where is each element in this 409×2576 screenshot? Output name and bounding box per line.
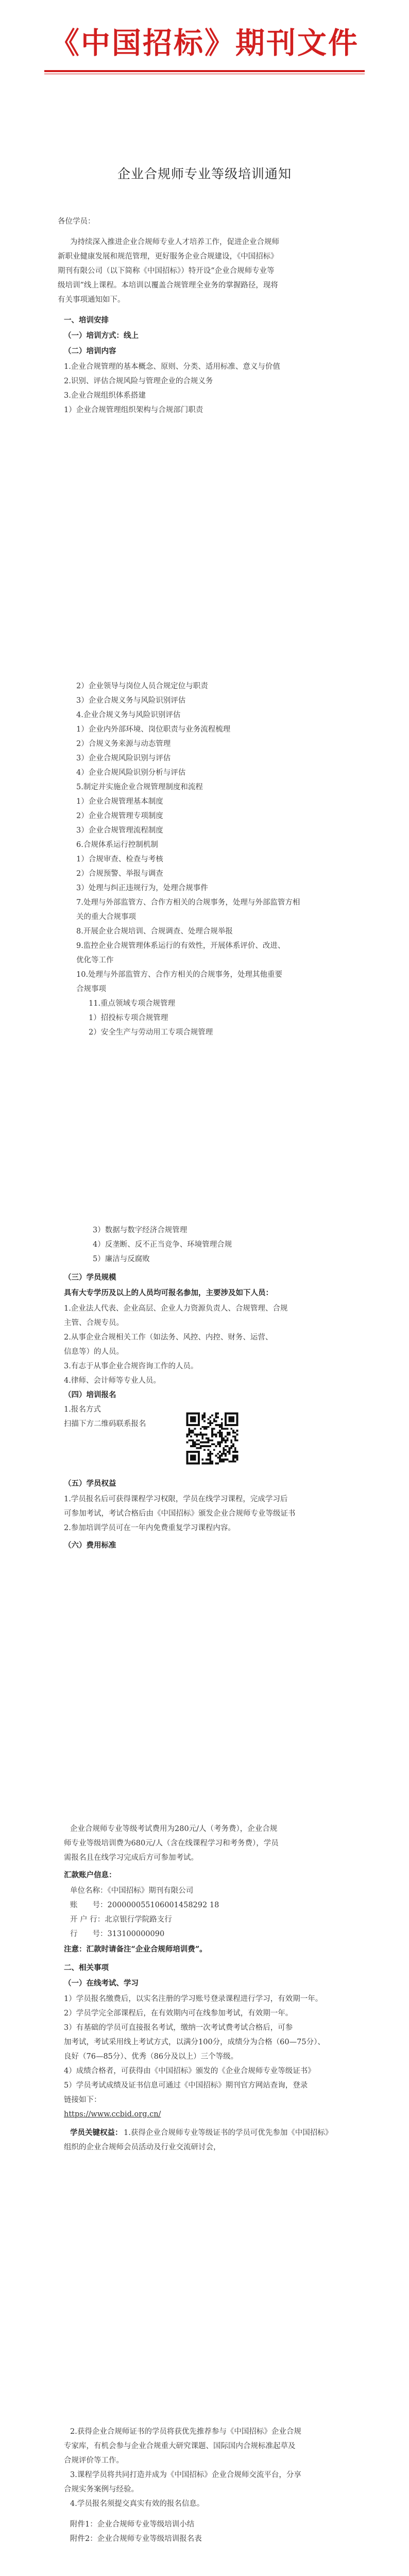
journal-header-title: 《中国招标》期刊文件 (50, 26, 359, 60)
content-item: 合规事项 (76, 985, 106, 993)
content-item: 1.企业合规管理的基本概念、原则、分类、适用标准、意义与价值 (64, 363, 280, 371)
salutation: 各位学员： (58, 217, 95, 226)
subsection-heading: （六）费用标准 (64, 1541, 116, 1550)
content-item: 3）企业合规义务与风险识别评估 (76, 697, 186, 705)
content-item: 5）廉洁与反腐败 (93, 1255, 150, 1263)
content-item: 2）合规预警、举报与调查 (76, 870, 163, 878)
content-item: 关的重大合规事项 (76, 913, 136, 921)
content-item: 8.开展企业合规培训、合规调查、处理合规举报 (76, 927, 233, 936)
signup-line: 扫描下方二维码联系报名 (64, 1420, 146, 1428)
extra-line: 4.学员报名须提交真实有效的报名信息。 (70, 2500, 204, 2508)
exam-line: 1）学员报名缴费后，以实名注册的学习账号登录课程进行学习，有效期一年。 (64, 1995, 323, 2003)
content-item: 2）企业合规管理专项制度 (76, 812, 163, 820)
remittance-note: 注意：汇款时请备注“企业合规师培训费”。 (64, 1945, 207, 1954)
section-heading: 一、培训安排 (64, 316, 109, 325)
exam-line: 4）成绩合格者，可获得由《中国招标》颁发的《企业合规师专业等级证书》 (64, 2067, 315, 2075)
content-item: 4）反垄断、反不正当竞争、环境管理合规 (93, 1241, 232, 1249)
privilege-label: 学员关键权益： (70, 2128, 123, 2137)
exam-line: 2）学员学完全部课程后，在有效期内可在线参加考试，有效期一年。 (64, 2009, 293, 2018)
intro-line: 期刊有限公司（以下简称《中国招标》）特开设“企业合规师专业等 (58, 267, 275, 275)
exam-line: 5）学员考试成绩及证书信息可通过《中国招标》期刊官方网站查询，登录 (64, 2081, 308, 2090)
subsection-heading: （一）在线考试、学习 (64, 1979, 139, 1988)
header-divider-thick (44, 70, 365, 72)
scale-line: 4.律师、会计师等专业人员。 (64, 1377, 161, 1385)
content-item: 10.处理与外部监管方、合作方相关的合规事务，处理其他重要 (76, 971, 283, 979)
notice-title: 企业合规师专业等级培训通知 (117, 166, 292, 181)
extra-line: 3.课程学员将共同打造并成为《中国招标》企业合规师交流平台，分享 (70, 2471, 301, 2479)
content-item: 1）企业合规管理组织架构与合规部门职责 (64, 406, 203, 414)
intro-line: 新职业健康发展和规范管理，更好服务企业合规建设，《中国招标》 (58, 252, 278, 261)
subsection-heading: （三）学员规模 (64, 1273, 116, 1282)
content-item: 1）企业合规管理基本制度 (76, 798, 163, 806)
fee-line: 师专业等级培训费为680元/人（含在线课程学习和考务费），学员 (64, 1839, 279, 1848)
subsection-heading: （一）培训方式：线上 (64, 331, 139, 340)
content-item: 3）企业合规风险识别与评估 (76, 754, 171, 762)
section-heading: 二、相关事项 (64, 1963, 109, 1972)
content-item: 7.处理与外部监管方、合作方相关的合规事务，处理与外部监管方相 (76, 899, 300, 907)
extra-line: 合规实务案例与经验。 (64, 2485, 139, 2494)
content-item: 1）企业内外部环境、岗位职责与业务流程梳理 (76, 725, 231, 734)
content-item: 3）处理与纠正违规行为，处理合规事件 (76, 884, 208, 892)
account-line: 账 号：200000055106001458292 18 (70, 1901, 219, 1909)
exam-line: 链接如下： (64, 2096, 101, 2104)
content-item: 3）数据与数字经济合规管理 (93, 1226, 188, 1234)
content-item: 2.识别、评估合规风险与管理企业的合规义务 (64, 377, 213, 385)
signup-line: 1.报名方式 (64, 1405, 101, 1414)
scale-line: 具有大专学历及以上的人员均可报名参加，主要涉及如下人员： (64, 1289, 273, 1297)
account-heading: 汇款账户信息： (64, 1871, 116, 1879)
fee-line: 企业合规师专业等级考试费用为280元/人（考务费），企业合规 (70, 1825, 278, 1833)
account-line: 开 户 行：北京银行学院路支行 (70, 1916, 172, 1924)
content-item: 2）合规义务来源与动态管理 (76, 740, 171, 748)
content-item: 5.制定并实施企业合规管理制度和流程 (76, 783, 203, 791)
content-item: 11.重点领域专项合规管理 (89, 999, 176, 1008)
privilege-line: 组织的企业合规师会员活动及行业交流研讨会， (64, 2143, 221, 2151)
rights-line: 1.学员报名后可获得课程学习权限，学员在线学习课程，完成学习后 (64, 1495, 288, 1503)
signup-qr-code[interactable] (184, 1411, 240, 1466)
content-item: 4）企业合规风险识别分析与评估 (76, 769, 186, 777)
content-item: 2）安全生产与劳动用工专项合规管理 (89, 1028, 213, 1037)
content-item: 1）合规审查、检查与考核 (76, 855, 163, 863)
scale-line: 1.企业法人代表、企业高层、企业人力资源负责人、合规管理、合规 (64, 1304, 288, 1313)
scale-line: 3.有志于从事企业合规咨询工作的人员。 (64, 1362, 198, 1370)
rights-line: 2.参加培训学员可在一年内免费重复学习课程内容。 (64, 1524, 235, 1532)
scale-line: 2.从事企业合规相关工作（如法务、风控、内控、财务、运营、 (64, 1333, 273, 1342)
privilege-line: 1.获得企业合规师专业等级证书的学员可优先参加《中国招标》 (124, 2129, 333, 2137)
intro-line: 为持续深入推进企业合规师专业人才培养工作，促进企业合规师 (70, 238, 279, 246)
extra-line: 2.获得企业合规师证书的学员将获优先推荐参与《中国招标》企业合规 (70, 2428, 301, 2436)
intro-line: 有关事项通知如下。 (58, 296, 125, 304)
official-site-link[interactable]: https://www.ccbid.org.cn/ (64, 2110, 161, 2119)
rights-line: 可参加考试，考试合格后由《中国招标》颁发企业合规师专业等级证书 (64, 1510, 296, 1518)
subsection-heading: （二）培训内容 (64, 347, 116, 355)
content-item: 3）企业合规管理流程制度 (76, 826, 163, 835)
extra-line: 专家库，有机会参与企业合规重大研究课题、国际国内合规标准起草及 (64, 2442, 296, 2450)
attachment-line: 附件1：企业合规师专业等级培训小结 (70, 2520, 195, 2529)
content-item: 2）企业领导与岗位人员合规定位与职责 (76, 682, 208, 690)
content-item: 3.企业合规组织体系搭建 (64, 392, 146, 400)
subsection-heading: （四）培训报名 (64, 1391, 116, 1399)
account-line: 行 号：313100000090 (70, 1930, 165, 1938)
attachment-line: 附件2：企业合规师专业等级培训报名表 (70, 2535, 202, 2543)
content-item: 9.监控企业合规管理体系运行的有效性，开展体系评价、改进、 (76, 942, 285, 950)
content-item: 6.合规体系运行控制机制 (76, 841, 158, 849)
exam-line: 良好（76—85分）、优秀（86分及以上）三个等级。 (64, 2053, 238, 2061)
intro-line: 级培训”线上课程。本培训以覆盖合规管理全业务的掌握路径，现将 (58, 281, 278, 290)
extra-line: 合规评价等工作。 (64, 2456, 124, 2465)
content-item: 1）招投标专项合规管理 (89, 1014, 168, 1022)
exam-line: 3）有基础的学员可直接报名考试，缴纳一次考试费考试合格后，可参 (64, 2024, 293, 2032)
exam-line: 加考试，考试采用线上考试方式，以满分100分，成绩分为合格（60—75分）、 (64, 2038, 325, 2046)
content-item: 4.企业合规义务与风险识别评估 (76, 711, 181, 719)
subsection-heading: （五）学员权益 (64, 1479, 116, 1488)
scale-line: 主管、合规专员。 (64, 1319, 124, 1327)
fee-line: 需报名且在线学习完成后方可参加考试。 (64, 1854, 198, 1862)
content-item: 优化等工作 (76, 956, 114, 964)
scale-line: 信息等）的人员。 (64, 1348, 124, 1356)
account-line: 单位名称：《中国招标》期刊有限公司 (70, 1887, 194, 1895)
